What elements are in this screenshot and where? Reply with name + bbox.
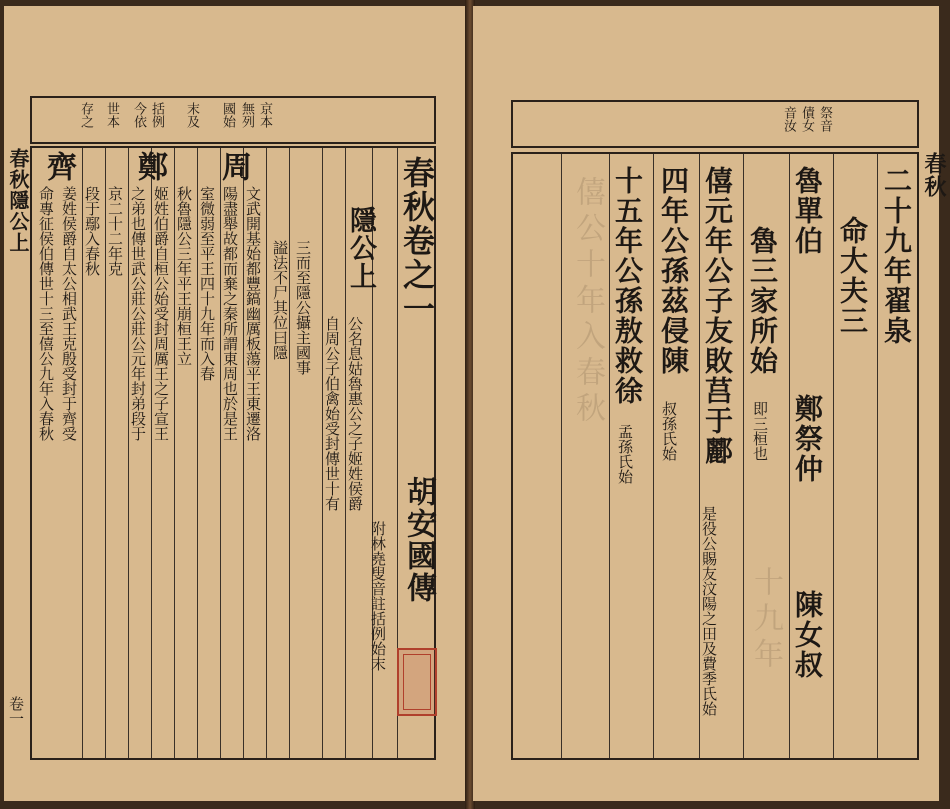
intro-line: 三而至隱公攝主國事 (294, 240, 312, 375)
collector-seal (397, 648, 437, 716)
text-column: 命大夫三 (836, 216, 869, 336)
header-note: 債女 (799, 106, 814, 132)
zheng-line: 段于鄢入春秋 (83, 186, 101, 276)
text-column: 四年公孫茲侵陳 (657, 166, 690, 376)
zhou-line: 室微弱至平王四十九年而入春 (198, 186, 216, 381)
volume-title: 春秋卷之一 (398, 156, 436, 326)
header-note: 國始 (220, 102, 235, 128)
text-note: 即三桓也 (751, 401, 769, 461)
zhou-line: 秋魯隱公三年平王崩桓王立 (175, 186, 193, 366)
zhou-heading: 周 (216, 151, 251, 182)
text-column: 陳女叔 (791, 590, 824, 680)
header-note: 世本 (104, 102, 119, 128)
header-note: 音汝 (781, 106, 796, 132)
text-note: 是役公賜友汶陽之田及費季氏始 (700, 506, 718, 716)
text-column: 魯三家所始 (746, 226, 779, 376)
intro-line: 自周公子伯禽始受封傳世十有 (323, 316, 341, 511)
qi-heading: 齊 (41, 151, 76, 182)
zheng-line: 姬姓伯爵自桓公始受封周厲王之子宣王 (152, 186, 170, 441)
bleed-through: 僖公十年入春秋 (570, 176, 605, 428)
annex-note: 附林堯叟音註括例始末 (369, 521, 387, 671)
zheng-line: 之弟也傳世武公莊公莊公元年封弟段于 (129, 186, 147, 441)
header-note: 今依 (131, 102, 146, 128)
zhou-line: 文武開基始都豐鎬幽厲板蕩平王東遷洛 (244, 186, 262, 441)
header-note: 存之 (78, 102, 93, 128)
qi-line: 命專征侯伯傳世十三至僖公九年入春秋 (37, 186, 55, 441)
header-note: 括例 (149, 102, 164, 128)
text-note: 孟孫氏始 (616, 424, 634, 484)
text-column: 二十九年翟泉 (880, 166, 913, 346)
zheng-line: 京二十二年克 (106, 186, 124, 276)
header-note: 無列 (239, 102, 254, 128)
header-note: 京本 (257, 102, 272, 128)
subtitle: 隱公上 (345, 206, 376, 290)
text-column: 魯單伯 (791, 166, 824, 256)
text-column: 十五年公孫敖救徐 (611, 166, 644, 406)
right-page (473, 6, 947, 801)
qi-line: 姜姓侯爵自太公相武王克殷受封于齊受 (60, 186, 78, 441)
header-note: 末及 (184, 102, 199, 128)
header-note: 祭音 (817, 106, 832, 132)
text-note: 叔孫氏始 (660, 401, 678, 461)
zhou-line: 陽盡舉故都而棄之秦所謂東周也於是王 (221, 186, 239, 441)
bleed-through: 十九年 (748, 566, 783, 674)
edge-label-bottom: 卷一 (7, 696, 25, 726)
author: 胡安國傳 (401, 476, 436, 604)
left-page (4, 6, 467, 801)
intro-line: 謚法不尸其位曰隱 (271, 240, 289, 360)
edge-label: 春秋 (921, 152, 947, 198)
edge-label: 春秋隱公上 (6, 148, 30, 253)
text-column: 鄭祭仲 (791, 394, 824, 484)
right-header-box (511, 100, 919, 148)
text-column: 僖元年公子友敗莒于酈 (701, 166, 734, 466)
subtitle-note: 公名息姑魯惠公之子姬姓侯爵 (346, 316, 364, 511)
zheng-heading: 鄭 (132, 151, 167, 182)
